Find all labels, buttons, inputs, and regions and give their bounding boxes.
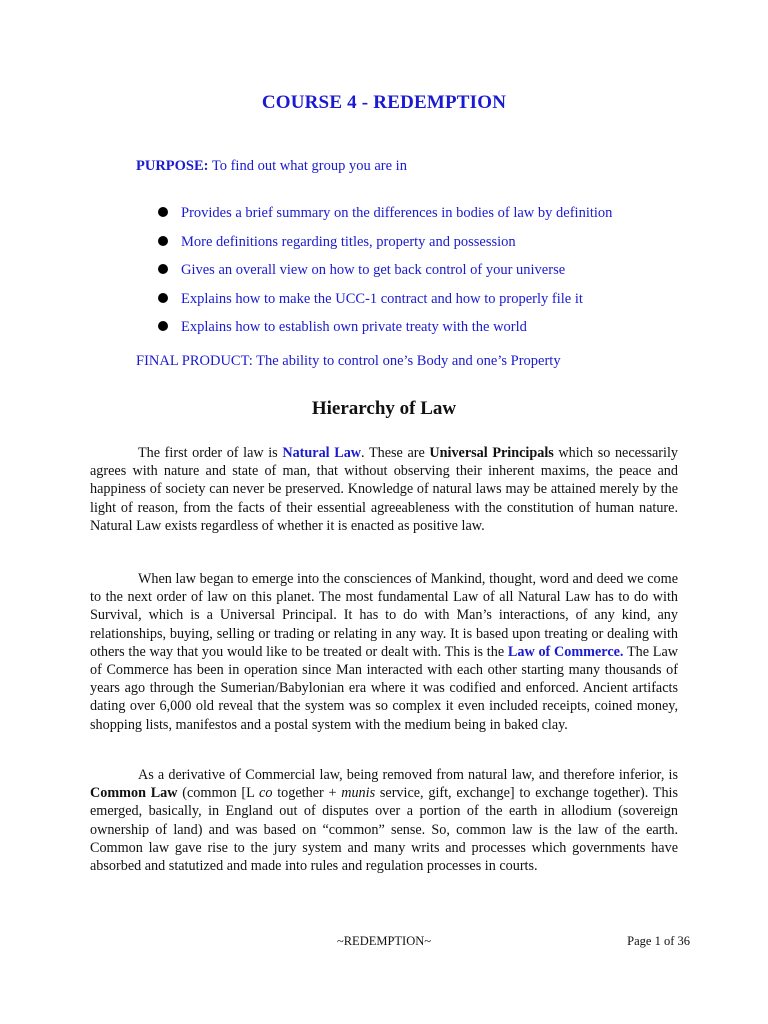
bullet-icon [158, 321, 168, 331]
bullet-icon [158, 293, 168, 303]
text-run-italic: munis [341, 785, 376, 802]
text-run: (common [L [177, 785, 260, 802]
list-item [158, 285, 612, 314]
text-run-italic: co [259, 785, 273, 802]
list-item-text: Provides a brief summary on the differences in bodies of law by definition [181, 205, 613, 221]
purpose-text: To find out what group you are in [208, 158, 407, 174]
bullet-icon [158, 264, 168, 274]
term-universal-principals: Universal Principals [429, 445, 554, 461]
text-run: The first order of law is [138, 445, 283, 461]
paragraph-natural-law [90, 444, 678, 535]
text-run: When law began to emerge into the consciences of Mankind, thought, word and deed we come to the next order of law on this planet. The most fundamental Law of all Natural Law has to do with Survival, which is a Universal Principal. It has to do with Man’s interactions, of any kind, any relationships, buying, selling or trading or relating in any way. It is based upon treating or dealing with others the way that you would like to be treated or dealt with. This is the [90, 571, 678, 660]
list-item [158, 199, 612, 228]
list-item [158, 313, 612, 342]
list-item-text: Explains how to establish own private treaty with the world [181, 319, 527, 335]
text-run: As a derivative of Commercial law, being removed from natural law, and therefore inferior, is [138, 767, 678, 783]
document-title: COURSE 4 - REDEMPTION [261, 92, 507, 113]
term-natural-law: Natural Law [282, 445, 362, 461]
bullet-icon [158, 207, 168, 217]
text-run: together + [272, 785, 342, 802]
text-run: which so necessarily agrees with nature and state of man, that without observing their inherent maxims, the peace and happiness of society can never be preserved. Knowledge of natural laws may be attained merely by the light of reason, from the facts of their essential agreeableness with the constitution of human nature. Natural Law exists regardless of whether it is enacted as positive law. [90, 445, 678, 534]
footer-title: ~REDEMPTION~ [336, 934, 432, 948]
list-item-text: Gives an overall view on how to get back control of your universe [181, 262, 566, 278]
paragraph-law-of-commerce [90, 570, 678, 734]
section-heading: Hierarchy of Law [311, 398, 457, 419]
list-item [158, 256, 612, 285]
bullet-icon [158, 236, 168, 246]
term-law-of-commerce: Law of Commerce. [507, 643, 624, 660]
text-run: The Law of Commerce has been in operation since Man interacted with each other starting many thousands of years ago through the Sumerian/Babylonian era where it was codified and enforced. Ancient artifacts dating over 6,000 old reveal that the system was so complex it even included receipts, coined money, shopping lists, manifestos and a postal system with the medium being in baked clay. [90, 643, 678, 733]
list-item-text: Explains how to make the UCC-1 contract and how to properly file it [181, 290, 583, 307]
purpose-line [136, 158, 407, 175]
term-common-law: Common Law [90, 785, 178, 802]
paragraph-common-law [90, 766, 678, 875]
purpose-label: PURPOSE: [136, 158, 209, 174]
list-item [158, 228, 612, 257]
course-objectives-list [158, 199, 612, 342]
page-number: Page 1 of 36 [627, 934, 690, 948]
final-product-line: FINAL PRODUCT: The ability to control one’s Body and one’s Property [136, 353, 561, 369]
text-run: . These are [361, 445, 430, 461]
list-item-text: More definitions regarding titles, property and possession [181, 233, 516, 250]
text-run: service, gift, exchange] to exchange together). This emerged, basically, in England out of disputes over a portion of the earth in allodium (sovereign ownership of land) and was based on “common” sense. So, common law is the law of the earth. Common law gave rise to the jury system and many writs and processes which governments have absorbed and statutized and made into rules and regulation processes in courts. [90, 785, 678, 875]
